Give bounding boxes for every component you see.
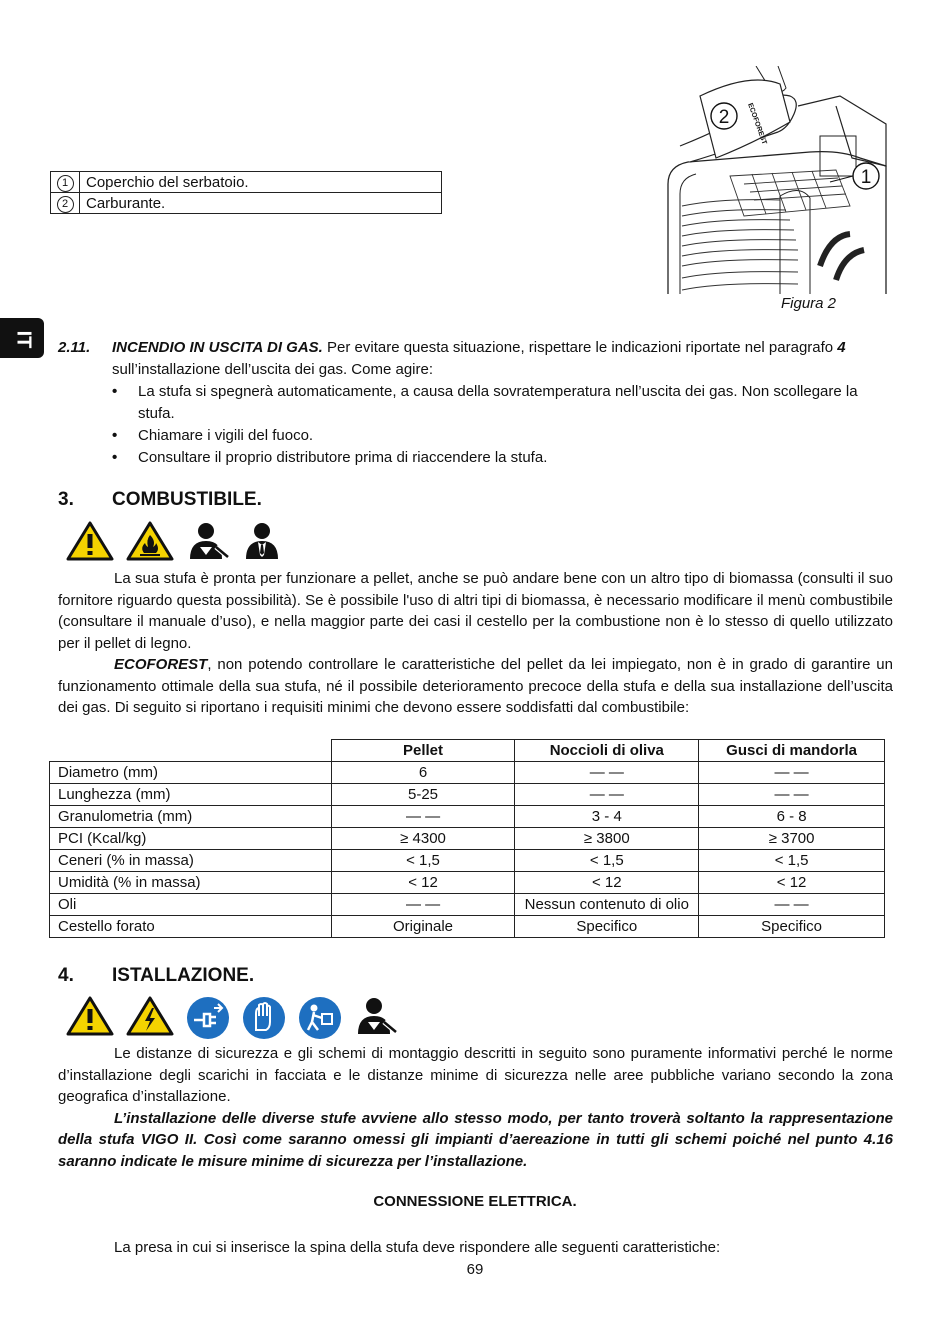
section-intro-cont: sull’installazione dell’uscita dei gas. Come agire: [112, 361, 433, 378]
warning-icon [66, 521, 114, 561]
user-icon [242, 521, 282, 561]
callout-2-label: 2 [718, 107, 730, 128]
table-cell: — — [515, 784, 699, 806]
legend-row [51, 193, 442, 214]
table-cell: 5-25 [331, 784, 515, 806]
table-cell: Umidità (% in massa) [50, 872, 332, 894]
brand-name: ECOFOREST [114, 656, 208, 673]
table-cell: < 12 [331, 872, 515, 894]
section-title: ISTALLAZIONE. [112, 965, 255, 986]
table-row [50, 916, 885, 938]
table-cell: < 1,5 [331, 850, 515, 872]
paragraph [58, 654, 893, 719]
section-number: 2.11. [58, 339, 91, 356]
legend-number: 1 [57, 175, 74, 192]
section-4-closing [58, 1237, 893, 1259]
table-cell: Cestello forato [50, 916, 332, 938]
legend-label: Carburante. [80, 193, 442, 214]
table-cell: Specifico [515, 916, 699, 938]
action-list [58, 381, 893, 469]
section-2-11 [58, 337, 893, 469]
list-item: • Consultare il proprio distributore prima di riaccendere la stufa. [138, 447, 893, 469]
warning-icon [66, 996, 114, 1036]
section-number: 3. [58, 489, 74, 510]
section-3-heading [58, 489, 262, 511]
section-3-text [58, 568, 893, 719]
section-3-icons [66, 521, 282, 561]
paragraph: Le distanze di sicurezza e gli schemi di montaggio descritti in seguito sono puramente informativi perché le norme d’installazione degli scarichi in facciata e le distanze minime di sicurezza nelle aree pubbliche variano secondo la zona geografica d’installazione. [58, 1045, 893, 1105]
table-header-row [50, 740, 885, 762]
lifting-icon [298, 996, 342, 1040]
technician-icon [354, 996, 398, 1036]
fuel-requirements-table [49, 739, 885, 938]
table-cell: < 1,5 [699, 850, 885, 872]
page-number: 69 [466, 1261, 484, 1278]
table-cell: Specifico [699, 916, 885, 938]
paragraph-text: , non potendo controllare le caratteristiche del pellet da lei impiegato, non è in grado di garantire un funzionamento ottimale della sua stufa, né il possibile deterioramento precoce della stufa e della sua installazione dell’uscita dei gas. Di seguito si riportano i requisiti minimi che devono essere soddisfatti dal combustibile: [58, 656, 893, 716]
table-cell: ≥ 3700 [699, 828, 885, 850]
table-cell: PCI (Kcal/kg) [50, 828, 332, 850]
paragraph: La presa in cui si inserisce la spina della stufa deve rispondere alle seguenti caratteristiche: [114, 1239, 721, 1256]
electrical-connection-heading: CONNESSIONE ELETTRICA. [373, 1193, 577, 1210]
table-cell: — — [699, 762, 885, 784]
brand-label: ECOFOREST [746, 102, 768, 146]
table-cell: — — [515, 762, 699, 784]
table-cell: < 12 [699, 872, 885, 894]
table-cell: < 1,5 [515, 850, 699, 872]
table-header-cell: Pellet [331, 740, 515, 762]
table-cell: ≥ 4300 [331, 828, 515, 850]
table-header-cell: Gusci di mandorla [699, 740, 885, 762]
table-row [50, 872, 885, 894]
section-4-heading [58, 965, 254, 987]
flammable-icon [126, 521, 174, 561]
table-cell: — — [699, 784, 885, 806]
list-item: • La stufa si spegnerà automaticamente, a causa della sovratemperatura nell’uscita dei gas. Non scollegare la stufa. [138, 381, 893, 425]
table-row [50, 828, 885, 850]
section-ref: 4 [837, 339, 846, 356]
table-row [50, 806, 885, 828]
language-tab [0, 318, 44, 358]
table-cell: Diametro (mm) [50, 762, 332, 784]
legend-row [51, 172, 442, 193]
section-intro: Per evitare questa situazione, rispettare le indicazioni riportate nel paragrafo [322, 339, 838, 356]
table-cell: 6 - 8 [699, 806, 885, 828]
figure-caption: Figura 2 [781, 295, 837, 312]
table-cell: Oli [50, 894, 332, 916]
table-row [50, 762, 885, 784]
callout-1-label: 1 [860, 167, 872, 188]
table-cell: Nessun contenuto di olio [515, 894, 699, 916]
table-cell: — — [699, 894, 885, 916]
table-cell: 3 - 4 [515, 806, 699, 828]
paragraph: La sua stufa è pronta per funzionare a pellet, anche se può andare bene con un altro tipo di biomassa (consulti il suo fornitore riguardo questa possibilità). Se è possibile l'uso di altri tipi di biomassa, è necessario modificare il menù combustibile (consultare il manuale d’uso), e nella maggior parte dei casi il cestello per la combustione non è lo stesso di quello utilizzato per il pellet di legno. [58, 570, 893, 652]
table-cell: — — [331, 806, 515, 828]
table-cell: Originale [331, 916, 515, 938]
table-row [50, 894, 885, 916]
list-item: • Chiamare i vigili del fuoco. [138, 425, 893, 447]
table-header-cell [50, 740, 332, 762]
section-number: 4. [58, 965, 74, 986]
disconnect-power-icon [186, 996, 230, 1040]
section-title: INCENDIO IN USCITA DI GAS. [112, 339, 323, 356]
figure-legend-table [50, 171, 442, 214]
table-row [50, 850, 885, 872]
table-cell: 6 [331, 762, 515, 784]
section-4-text [58, 1043, 893, 1172]
table-cell: Ceneri (% in massa) [50, 850, 332, 872]
table-cell: — — [331, 894, 515, 916]
table-cell: Granulometria (mm) [50, 806, 332, 828]
legend-label: Coperchio del serbatoio. [80, 172, 442, 193]
legend-number: 2 [57, 196, 74, 213]
table-cell: < 12 [515, 872, 699, 894]
stove-figure [660, 66, 892, 294]
table-header-cell: Noccioli di oliva [515, 740, 699, 762]
paragraph: L’installazione delle diverse stufe avviene allo stesso modo, per tanto troverà soltanto la rappresentazione della stufa VIGO II. Così come saranno omessi gli impianti d’aereazione in tutti gli schemi poiché nel punto 4.16 saranno indicate le misure minime di sicurezza per l’installazione. [58, 1109, 893, 1170]
table-row [50, 784, 885, 806]
electric-hazard-icon [126, 996, 174, 1036]
gloves-icon [242, 996, 286, 1040]
table-cell: Lunghezza (mm) [50, 784, 332, 806]
language-tab-label: IT [12, 330, 35, 349]
technician-icon [186, 521, 230, 561]
section-4-icons [66, 996, 398, 1040]
section-title: COMBUSTIBILE. [112, 489, 262, 510]
table-cell: ≥ 3800 [515, 828, 699, 850]
